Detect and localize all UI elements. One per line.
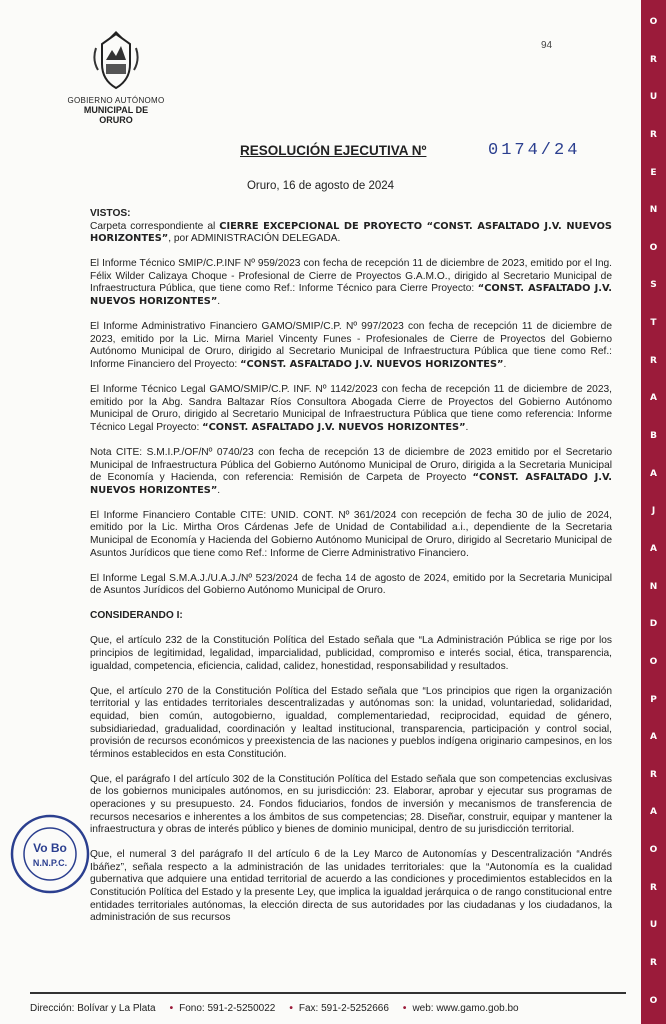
footer-address: Dirección: Bolívar y La Plata [30, 1003, 156, 1014]
resolution-number: 0174/24 [488, 141, 581, 160]
coat-of-arms-icon [86, 30, 146, 94]
sidebar-letter: T [650, 318, 657, 329]
sidebar-letter: R [650, 355, 657, 366]
paragraph-informe-legal: El Informe Legal S.M.A.J./U.A.J./Nº 523/2024 de fecha 14 de agosto de 2024, emitido por la Secretaria Municipal de Asuntos Jurídicos del Gobierno Autónomo Municipal de Oruro. [90, 572, 612, 597]
footer-fax: Fax: 591-2-5252666 [298, 1003, 389, 1014]
sidebar-letter: S [650, 280, 657, 291]
footer-divider [30, 992, 626, 994]
sidebar-letter: O [649, 845, 658, 856]
paragraph-informe-administrativo: El Informe Administrativo Financiero GAMO/SMIP/C.P. Nº 997/2023 con fecha de recepción 11 de diciembre de 2023, emitido por la Lic. Mirna Mariel Vincenty Funes - Profesionales de Cierre de Proyectos del Gobierno Autónomo Municipal de Oruro, dirigido al Secretario Municipal de Infraestructura Pública que tiene como Ref.: Informe Financiero del Proyecto: “CONST. ASFALTADO J.V. NUEVOS HORIZONTES”. [90, 321, 612, 370]
sidebar-letter: J [651, 506, 656, 517]
sidebar-letter: A [650, 543, 657, 554]
sidebar-letter: R [650, 769, 657, 780]
sidebar-letter: D [649, 619, 658, 630]
paragraph-article-232: Que, el artículo 232 de la Constitución Política del Estado señala que “La Administración Pública se rige por los principios de legitimidad, legalidad, imparcialidad, publicidad, compromiso e interés social, ética, transparencia, igualdad, competencia, eficiencia, calidad, calidez, honestidad, responsabilidad y resultados. [90, 635, 612, 672]
sidebar-letter: A [650, 468, 657, 479]
document-body [90, 208, 612, 925]
footer-web[interactable]: web: www.gamo.gob.bo [412, 1003, 519, 1014]
sidebar-letter: R [650, 54, 657, 65]
sidebar-letter: O [649, 17, 658, 27]
page-footer [0, 990, 641, 1024]
paragraph-nota-cite: Nota CITE: S.M.I.P./OF/Nº 0740/23 con fecha de recepción 13 de diciembre de 2023 emitido por el Secretario Municipal de Infraestructura Pública del Gobierno Autónomo Municipal de Oruro, dirigida a la Secretaria Municipal de Economía y Hacienda, con referencia: Remisión de Carpeta de Proyecto “CONST. ASFALTADO J.V. NUEVOS HORIZONTES”. [90, 446, 612, 496]
document-title: RESOLUCIÓN EJECUTIVA Nº [240, 143, 427, 158]
bullet-icon: • [402, 1003, 407, 1014]
paragraph-article-270: Que, el artículo 270 de la Constitución Política del Estado señala que “Los principios que rigen la organización territorial y las entidades territoriales descentralizadas y autónomas son: la unidad, voluntariedad, solidaridad, equidad, bien común, autogobierno, igualdad, complementariedad, reciprocidad, equidad de género, subsidiariedad, gradualidad, coordinación y lealtad institucional, transparencia, participación y control social, provisión de recursos económicos y preexistencia de las naciones y pueblos indígena originario campesinos, en los términos establecidos en esta Constitución. [90, 685, 612, 760]
sidebar-letter: R [650, 882, 657, 893]
sidebar-letter: R [650, 958, 657, 969]
sidebar-letter: N [649, 581, 658, 592]
municipal-logo [66, 30, 166, 125]
sidebar-letter: O [649, 995, 658, 1006]
sidebar-letter: O [649, 656, 658, 667]
vistos-heading: VISTOS: [90, 208, 131, 219]
sidebar-letter: U [649, 920, 658, 931]
document-date: Oruro, 16 de agosto de 2024 [246, 180, 395, 192]
bullet-icon: • [169, 1003, 174, 1014]
sidebar-letter: E [650, 167, 657, 178]
stamp-center-line2: N.N.P.C. [32, 858, 68, 868]
sidebar-letter: U [649, 92, 658, 103]
footer-phone: Fono: 591-2-5250022 [179, 1003, 276, 1014]
sidebar-letter: A [650, 393, 657, 404]
slogan-sidebar [641, 0, 666, 1024]
title-row [240, 141, 600, 165]
bullet-icon: • [289, 1003, 293, 1014]
paragraph-informe-legal-tecnico: El Informe Técnico Legal GAMO/SMIP/C.P. INF. Nº 1142/2023 con fecha de recepción 11 de diciembre de 2023, emitido por la Abg. Sandra Baltazar Ríos Consultora Abogada Cierre de Proyectos del Gobierno Autónomo Municipal de Oruro, dirigido al Secretario Municipal de Infraestructura Pública que tiene como referencia: Informe Técnico Legal Proyecto: “CONST. ASFALTADO J.V. NUEVOS HORIZONTES”. [90, 384, 612, 433]
sidebar-letter: P [650, 694, 657, 705]
sidebar-letter: O [649, 242, 658, 253]
logo-line2: MUNICIPAL DE ORURO [83, 105, 149, 125]
vistos-intro: Carpeta correspondiente al CIERRE EXCEPCIONAL DE PROYECTO “CONST. ASFALTADO J.V. NUEVOS HORIZONTES”, por ADMINISTRACIÓN DELEGADA. [90, 220, 612, 245]
sidebar-letter: N [649, 205, 658, 216]
sidebar-letter: R [650, 129, 657, 140]
page-number: 94 [541, 40, 553, 51]
paragraph-informe-financiero: El Informe Financiero Contable CITE: UNID. CONT. Nº 361/2024 con recepción de fecha 30 de julio de 2024, emitido por la Lic. Mirtha Oros Cárdenas Jefe de Unidad de Contabilidad a.i., dependiente de la Secretaria Municipal de Economía y Hacienda del Gobierno Autónomo Municipal de Oruro, dirigido al Secretario Municipal de Asuntos Jurídicos que tiene como Ref.: Informe de Cierre Administrativo Financiero. [90, 509, 612, 559]
sidebar-slogan-text [650, 18, 658, 1006]
stamp-center-line1: Vo Bo [33, 841, 67, 855]
sidebar-letter: A [650, 807, 657, 818]
paragraph-ley-marco: Que, el numeral 3 del parágrafo II del artículo 6 de la Ley Marco de Autonomías y Descentralización “Andrés Ibáñez”, señala respecto a la administración de las unidades territoriales: que la “Autonomía es la cualidad gubernativa que adquiere una entidad territorial de acuerdo a las condiciones y procedimientos establecidos en la Constitución Política del Estado y la presente Ley, que implica la igualdad jerárquica o de rango constitucional entre entidades territoriales autónomas, la elección directa de sus autoridades por las ciudadanas y los ciudadanos, la administración de sus recursos [90, 849, 612, 924]
footer-contact-row [30, 1003, 525, 1014]
approval-stamp [8, 812, 92, 896]
logo-line1: GOBIERNO AUTÓNOMO [67, 96, 165, 105]
sidebar-letter: B [650, 431, 657, 442]
paragraph-article-302: Que, el parágrafo I del artículo 302 de la Constitución Política del Estado señala que son competencias exclusivas de los gobiernos municipales autónomos, en su jurisdicción: 23. Elaborar, aprobar y ejecutar sus programas de operaciones y su presupuesto. 24. Fondos fiduciarios, fondos de inversión y mecanismos de transferencia de recursos necesarios e inherentes a los ámbitos de sus competencias; 28. Diseñar, construir, equipar y mantener la infraestructura y obras de interés público y bienes de dominio municipal, dentro de su jurisdicción territorial. [90, 773, 612, 836]
considerando-heading: CONSIDERANDO I: [90, 610, 183, 622]
paragraph-informe-tecnico: El Informe Técnico SMIP/C.P.INF Nº 959/2023 con fecha de recepción 11 de diciembre de 2023, emitido por el Ing. Félix Wilder Calizaya Choque - Profesional de Cierre de Proyectos G.A.M.O., dirigido al Secretario Municipal de Infraestructura Pública, que tiene como Ref.: Informe Técnico para Cierre Proyecto: “CONST. ASFALTADO J.V. NUEVOS HORIZONTES”. [90, 258, 612, 308]
sidebar-letter: A [650, 732, 657, 743]
